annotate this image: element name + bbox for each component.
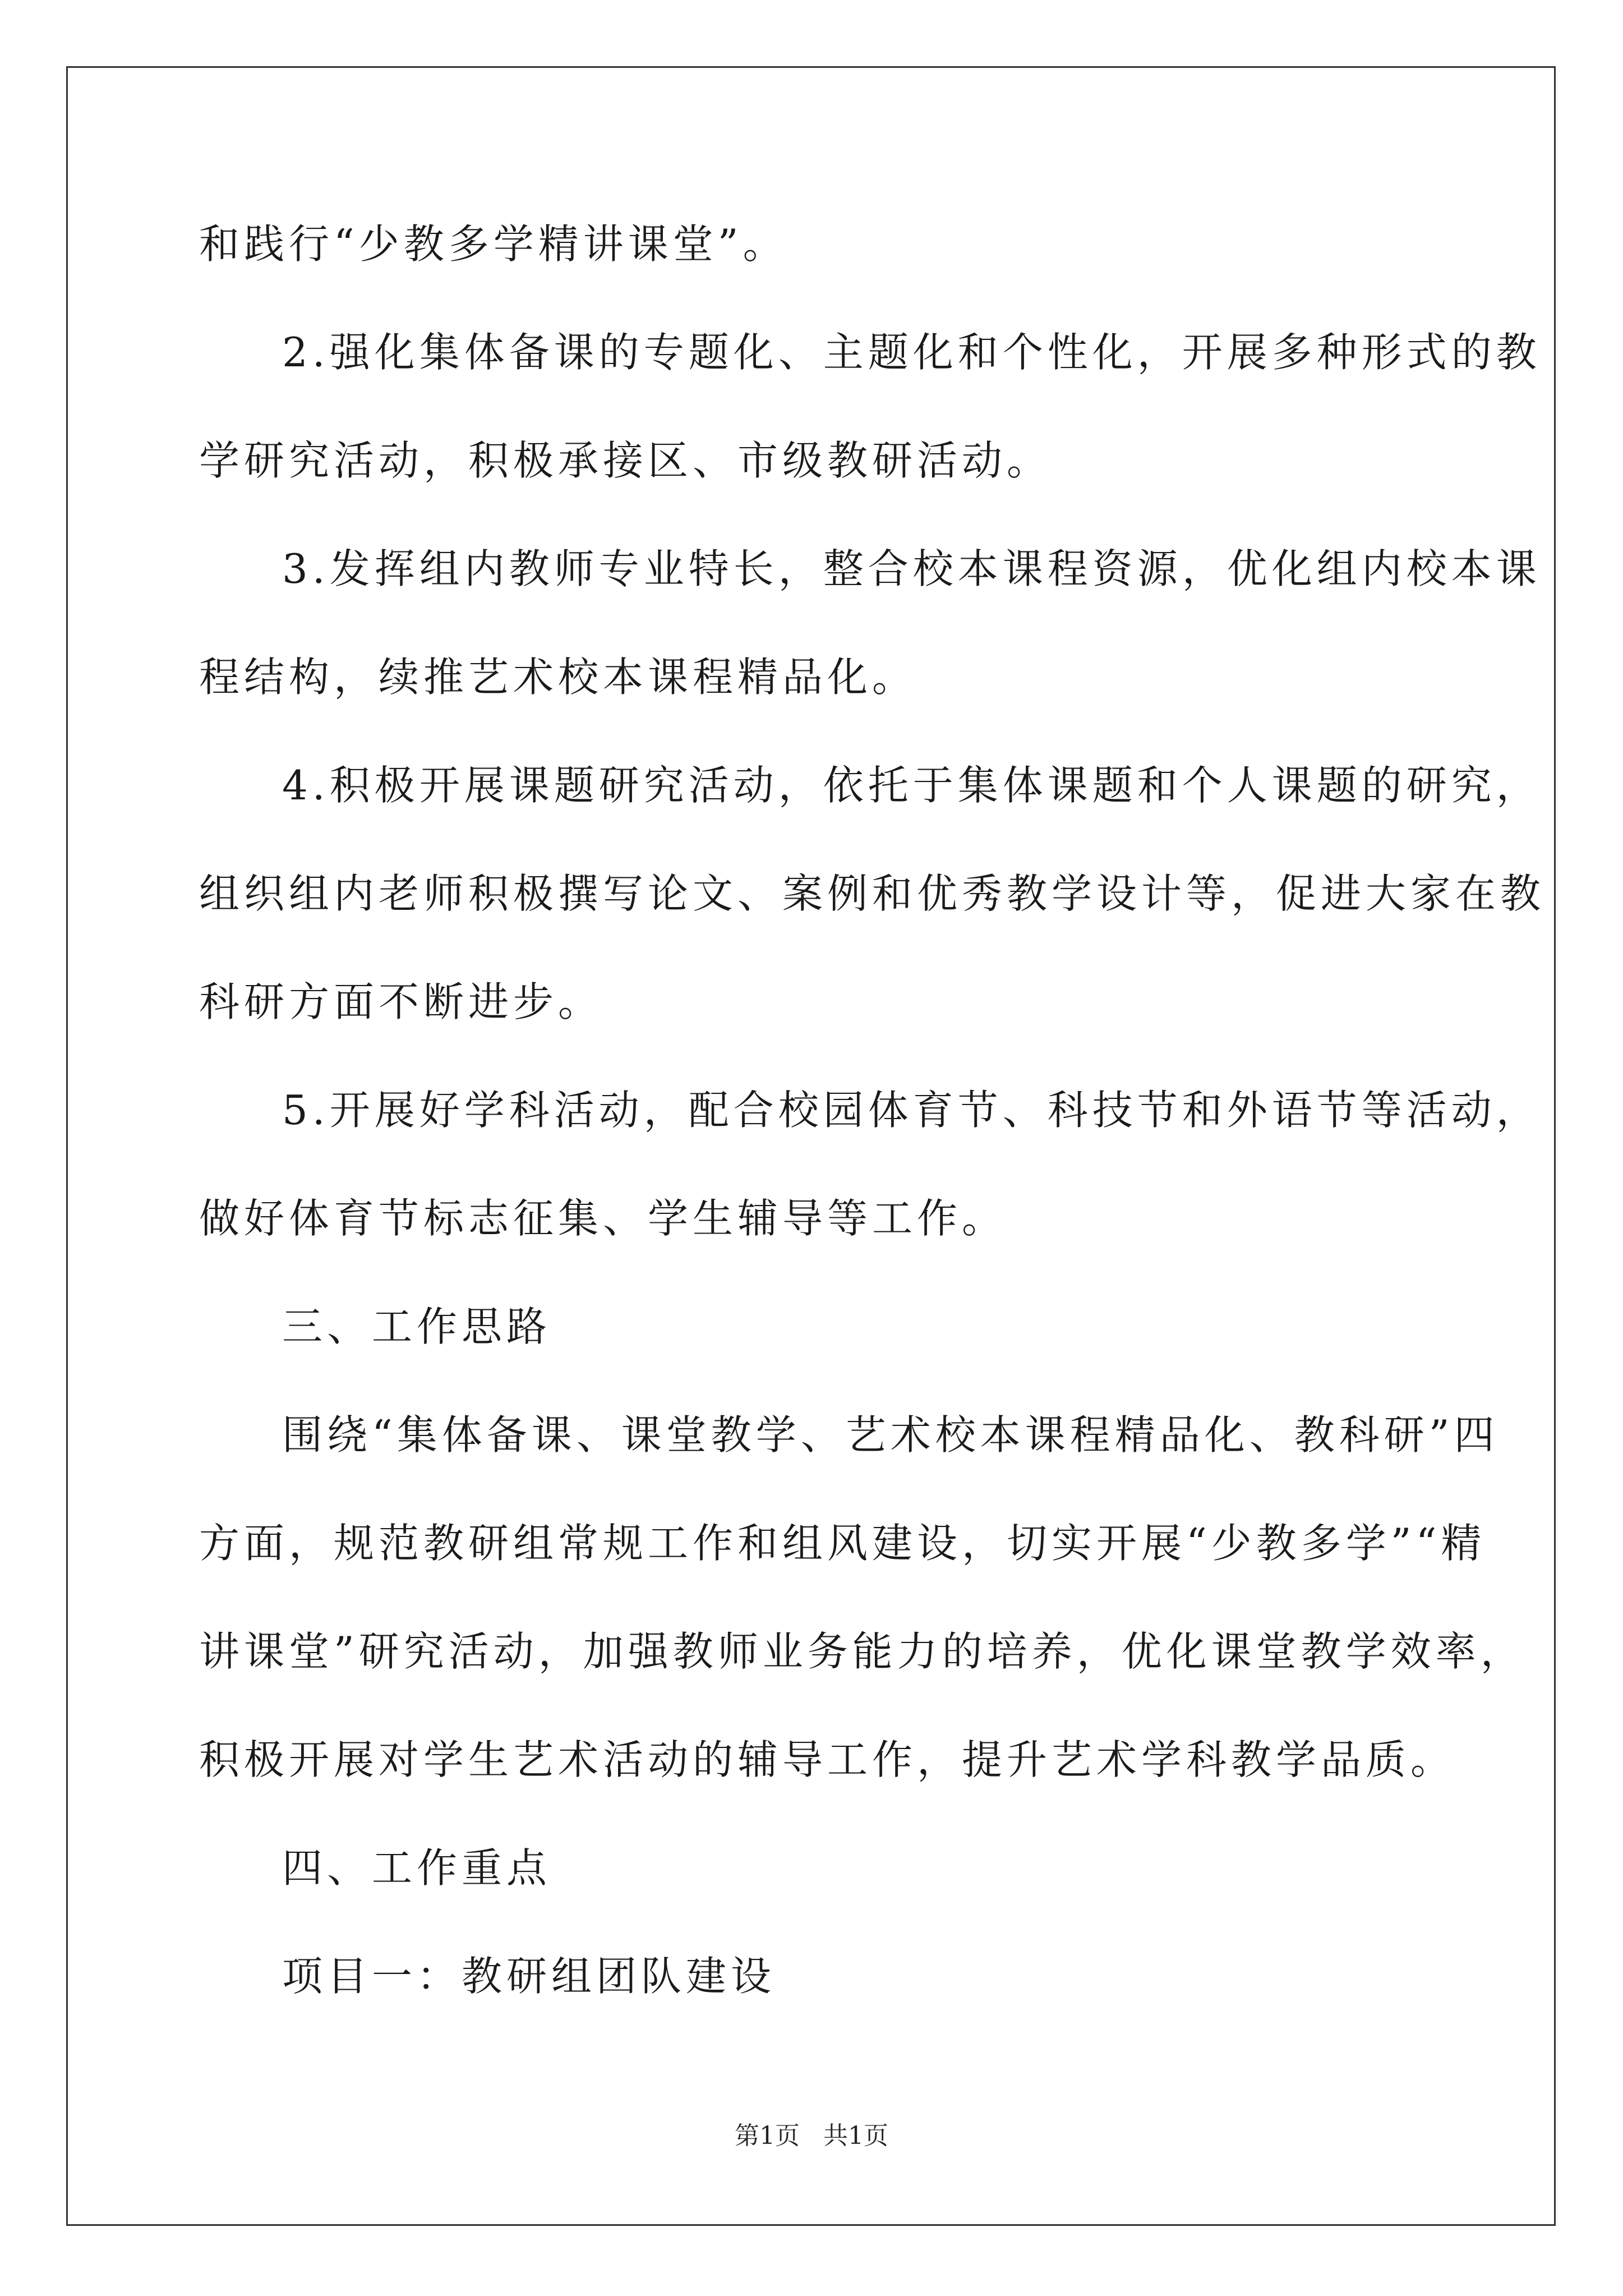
- paragraph-line: 组织组内老师积极撰写论文、案例和优秀教学设计等，促进大家在教: [199, 870, 1546, 917]
- paragraph-line: 做好体育节标志征集、学生辅导等工作。: [199, 1195, 1007, 1242]
- paragraph-line: 4.积极开展课题研究活动，依托于集体课题和个人课题的研究，: [282, 762, 1541, 809]
- paragraph-line: 5.开展好学科活动，配合校园体育节、科技节和外语节等活动，: [282, 1087, 1541, 1134]
- paragraph-line: 科研方面不断进步。: [199, 978, 603, 1025]
- paragraph-line: 方面，规范教研组常规工作和组风建设，切实开展“少教多学”“精: [199, 1520, 1486, 1567]
- paragraph-line: 围绕“集体备课、课堂教学、艺术校本课程精品化、教科研”四: [282, 1411, 1499, 1458]
- page-frame: [66, 66, 1556, 2226]
- paragraph-line: 积极开展对学生艺术活动的辅导工作，提升艺术学科教学品质。: [199, 1736, 1456, 1783]
- paragraph-line: 2.强化集体备课的专题化、主题化和个性化，开展多种形式的教: [282, 329, 1541, 376]
- section-heading: 三、工作思路: [282, 1303, 552, 1350]
- paragraph-line: 程结构，续推艺术校本课程精品化。: [199, 654, 917, 701]
- paragraph-line: 学研究活动，积极承接区、市级教研活动。: [199, 437, 1052, 484]
- section-heading: 四、工作重点: [282, 1844, 552, 1892]
- subsection-heading: 项目一：教研组团队建设: [282, 1953, 776, 2000]
- page-number-total: 共1页: [823, 2122, 888, 2150]
- paragraph-line: 和践行“少教多学精讲课堂”。: [199, 220, 788, 268]
- paragraph-line: 3.发挥组内教师专业特长，整合校本课程资源，优化组内校本课: [282, 545, 1541, 592]
- paragraph-line: 讲课堂”研究活动，加强教师业务能力的培养，优化课堂教学效率，: [199, 1628, 1525, 1675]
- page-number-current: 第1页: [735, 2122, 800, 2150]
- page-footer: [0, 2119, 1623, 2153]
